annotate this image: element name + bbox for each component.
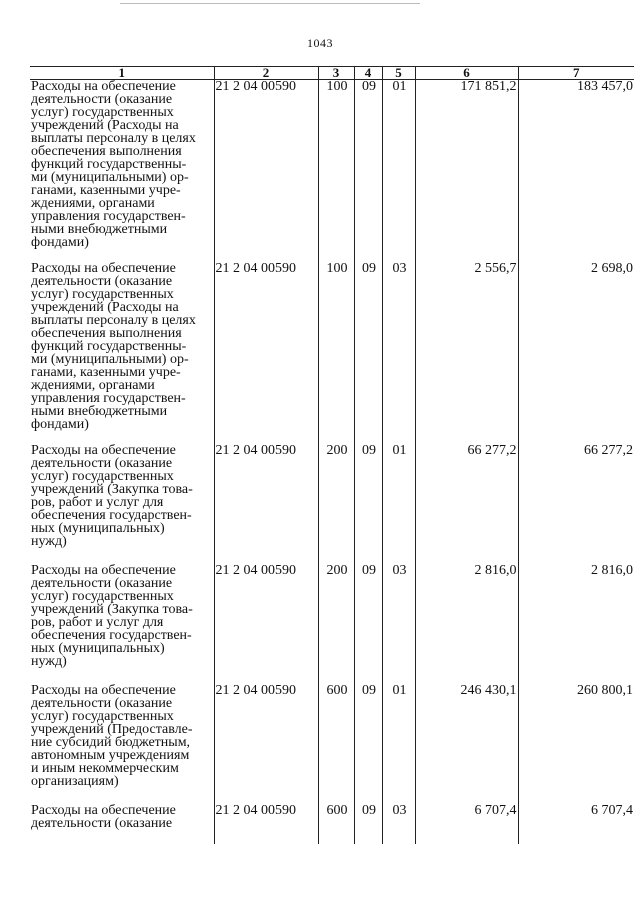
subsection-code: 03 bbox=[382, 564, 415, 684]
description-line: услуг) государственных bbox=[31, 105, 174, 120]
table-body bbox=[30, 80, 634, 845]
subsection-code: 03 bbox=[382, 262, 415, 444]
description-line: деятельности (оказание bbox=[31, 274, 173, 289]
description-line: ми (муниципальными) ор- bbox=[31, 352, 189, 367]
section-code: 09 bbox=[354, 262, 382, 444]
subsection-code: 01 bbox=[382, 444, 415, 564]
description-line: Расходы на обеспечение bbox=[31, 443, 176, 458]
description-line: функций государственны- bbox=[31, 157, 187, 172]
description-line: ганами, казенными учре- bbox=[31, 365, 181, 380]
description-line: ние субсидий бюджетным, bbox=[31, 735, 191, 750]
section-code: 09 bbox=[354, 684, 382, 804]
description-line: обеспечения государствен- bbox=[31, 508, 192, 523]
expense-description bbox=[30, 80, 214, 263]
description-line: ганами, казенными учре- bbox=[31, 183, 181, 198]
description-line: деятельности (оказание bbox=[31, 456, 173, 471]
budget-classification-code: 21 2 04 00590 bbox=[214, 684, 318, 804]
expense-type-code: 600 bbox=[318, 804, 354, 844]
amount-column-7: 66 277,2 bbox=[518, 444, 634, 564]
description-line: организациям) bbox=[31, 774, 119, 789]
section-code: 09 bbox=[354, 804, 382, 844]
amount-column-7: 183 457,0 bbox=[518, 80, 634, 263]
expense-description bbox=[30, 444, 214, 564]
description-line: деятельности (оказание bbox=[31, 696, 173, 711]
description-line: деятельности (оказание bbox=[31, 92, 173, 107]
description-line: обеспечения выполнения bbox=[31, 326, 182, 341]
section-code: 09 bbox=[354, 80, 382, 263]
description-line: ных (муниципальных) bbox=[31, 641, 165, 656]
description-line: учреждений (Расходы на bbox=[31, 118, 179, 133]
description-line: Расходы на обеспечение bbox=[31, 261, 176, 276]
description-line: ми (муниципальными) ор- bbox=[31, 170, 189, 185]
section-code: 09 bbox=[354, 444, 382, 564]
expense-description bbox=[30, 262, 214, 444]
budget-classification-code: 21 2 04 00590 bbox=[214, 262, 318, 444]
expense-type-code: 600 bbox=[318, 684, 354, 804]
description-line: учреждений (Закупка това- bbox=[31, 482, 193, 497]
table-row bbox=[30, 804, 634, 844]
subsection-code: 03 bbox=[382, 804, 415, 844]
description-line: и иным некоммерческим bbox=[31, 761, 179, 776]
table-header-row bbox=[30, 67, 634, 80]
description-line: услуг) государственных bbox=[31, 589, 174, 604]
description-line: ждениями, органами bbox=[31, 196, 155, 211]
budget-table bbox=[30, 66, 634, 844]
description-line: ных (муниципальных) bbox=[31, 521, 165, 536]
budget-classification-code: 21 2 04 00590 bbox=[214, 444, 318, 564]
header-col-6: 6 bbox=[415, 67, 518, 80]
description-line: фондами) bbox=[31, 235, 89, 250]
subsection-code: 01 bbox=[382, 684, 415, 804]
expense-type-code: 100 bbox=[318, 80, 354, 263]
table-row bbox=[30, 262, 634, 444]
amount-column-6: 2 556,7 bbox=[415, 262, 518, 444]
amount-column-7: 2 698,0 bbox=[518, 262, 634, 444]
expense-description bbox=[30, 684, 214, 804]
page-number: 1043 bbox=[307, 36, 333, 50]
description-line: ров, работ и услуг для bbox=[31, 495, 164, 510]
description-line: выплаты персоналу в целях bbox=[31, 131, 196, 146]
table-row bbox=[30, 80, 634, 263]
description-line: учреждений (Закупка това- bbox=[31, 602, 193, 617]
header-col-3: 3 bbox=[318, 67, 354, 80]
description-line: ждениями, органами bbox=[31, 378, 155, 393]
amount-column-6: 246 430,1 bbox=[415, 684, 518, 804]
expense-description bbox=[30, 564, 214, 684]
description-line: ными внебюджетными bbox=[31, 404, 168, 419]
description-line: обеспечения выполнения bbox=[31, 144, 182, 159]
amount-column-7: 2 816,0 bbox=[518, 564, 634, 684]
description-line: обеспечения государствен- bbox=[31, 628, 192, 643]
description-line: ными внебюджетными bbox=[31, 222, 168, 237]
description-line: Расходы на обеспечение bbox=[31, 563, 176, 578]
description-line: Расходы на обеспечение bbox=[31, 803, 176, 818]
description-line: деятельности (оказание bbox=[31, 816, 173, 831]
budget-classification-code: 21 2 04 00590 bbox=[214, 564, 318, 684]
budget-classification-code: 21 2 04 00590 bbox=[214, 80, 318, 263]
amount-column-6: 2 816,0 bbox=[415, 564, 518, 684]
header-col-1: 1 bbox=[30, 67, 214, 80]
description-line: нужд) bbox=[31, 534, 67, 549]
description-line: учреждений (Предоставле- bbox=[31, 722, 193, 737]
table-row bbox=[30, 444, 634, 564]
description-line: управления государствен- bbox=[31, 209, 186, 224]
header-col-7: 7 bbox=[518, 67, 634, 80]
section-code: 09 bbox=[354, 564, 382, 684]
description-line: учреждений (Расходы на bbox=[31, 300, 179, 315]
header-col-4: 4 bbox=[354, 67, 382, 80]
amount-column-6: 171 851,2 bbox=[415, 80, 518, 263]
amount-column-7: 6 707,4 bbox=[518, 804, 634, 844]
description-line: услуг) государственных bbox=[31, 287, 174, 302]
expense-type-code: 200 bbox=[318, 564, 354, 684]
amount-column-7: 260 800,1 bbox=[518, 684, 634, 804]
budget-table-container bbox=[30, 66, 634, 905]
expense-type-code: 100 bbox=[318, 262, 354, 444]
top-edge-rule bbox=[120, 3, 420, 4]
description-line: деятельности (оказание bbox=[31, 576, 173, 591]
description-line: автономным учреждениям bbox=[31, 748, 190, 763]
table-row bbox=[30, 564, 634, 684]
amount-column-6: 66 277,2 bbox=[415, 444, 518, 564]
header-col-5: 5 bbox=[382, 67, 415, 80]
description-line: фондами) bbox=[31, 417, 89, 432]
description-line: услуг) государственных bbox=[31, 469, 174, 484]
budget-classification-code: 21 2 04 00590 bbox=[214, 804, 318, 844]
description-line: функций государственны- bbox=[31, 339, 187, 354]
amount-column-6: 6 707,4 bbox=[415, 804, 518, 844]
description-line: услуг) государственных bbox=[31, 709, 174, 724]
expense-description bbox=[30, 804, 214, 844]
description-line: Расходы на обеспечение bbox=[31, 79, 176, 94]
description-line: нужд) bbox=[31, 654, 67, 669]
subsection-code: 01 bbox=[382, 80, 415, 263]
description-line: выплаты персоналу в целях bbox=[31, 313, 196, 328]
table-row bbox=[30, 684, 634, 804]
description-line: Расходы на обеспечение bbox=[31, 683, 176, 698]
expense-type-code: 200 bbox=[318, 444, 354, 564]
header-col-2: 2 bbox=[214, 67, 318, 80]
description-line: управления государствен- bbox=[31, 391, 186, 406]
description-line: ров, работ и услуг для bbox=[31, 615, 164, 630]
